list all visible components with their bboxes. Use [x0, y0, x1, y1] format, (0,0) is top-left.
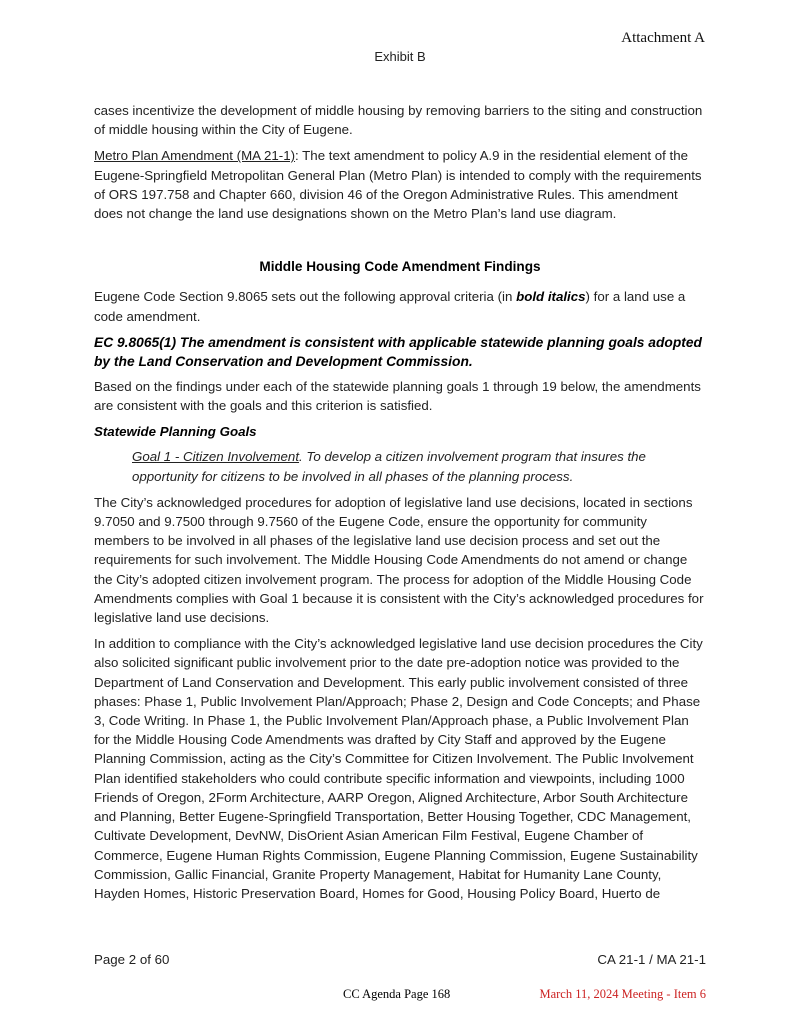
goal-1-title: Goal 1 - Citizen Involvement [132, 449, 300, 465]
agenda-page: CC Agenda Page 168 [343, 987, 451, 1001]
metro-plan-amendment-title: Metro Plan Amendment (MA 21-1) [94, 148, 296, 164]
paragraph-intro: cases incentivize the development of middle housing by removing barriers to the siting and construction of middle housing within the City of Eugene. [94, 103, 703, 138]
criteria-intro-end: ) for a land use a code amendment. [94, 289, 686, 324]
goal-1-quote [132, 447, 706, 485]
attachment-label: Attachment A [621, 30, 705, 46]
criteria-intro-text: Eugene Code Section 9.8065 sets out the following approval criteria (in [94, 289, 517, 305]
document-body [94, 101, 706, 910]
page-number: Page 2 of 60 [94, 952, 170, 967]
paragraph-metro-plan [94, 146, 706, 223]
bold-italics-text: bold italics [516, 289, 586, 305]
goal-1-text: . To develop a citizen involvement program that insures the opportunity for citizens to be involved in all phases of the planning process. [132, 449, 646, 484]
paragraph-criteria-intro [94, 287, 706, 325]
paragraph-public-involvement: In addition to compliance with the City’s acknowledged legislative land use decision procedures the City also solicited significant public involvement prior to the date pre-adoption notice was provided to the Department of Land Conservation and Development. This early public involvement consisted of three phases: Phase 1, Public Involvement Plan/Approach; Phase 2, Design and Code Concepts; and Phase 3, Code Writing. In Phase 1, the Public Involvement Plan/Approach phase, a Public Involvement Plan for the Middle Housing Code Amendments was drafted by City Staff and approved by the Eugene Planning Commission, acting as the City’s Committee for Citizen Involvement. The Public Involvement Plan identified stakeholders who could contribute specific information and viewpoints, including 1000 Friends of Oregon, 2Form Architecture, AARP Oregon, Aligned Architecture, Arbor South Architecture and Planning, Better Eugene-Springfield Transportation, Better Housing Together, CDC Management, Cultivate Development, DevNW, DisOrient Asian American Film Festival, Eugene Chamber of Commerce, Eugene Human Rights Commission, Eugene Planning Commission, Eugene Sustainability Commission, Gallic Financial, Granite Property Management, Habitat for Humanity Lane County, Hayden Homes, Historic Preservation Board, Homes for Good, Housing Policy Board, Huerto de [94, 636, 703, 901]
paragraph-procedures: The City’s acknowledged procedures for adoption of legislative land use decisions, located in sections 9.7050 and 9.7500 through 9.7560 of the Eugene Code, ensure the opportunity for community members to be involved in all phases of the legislative land use decision process and set out the requirements for such involvement. The Middle Housing Code Amendments do not amend or change the City’s adopted citizen involvement program. The process for adoption of the Middle Housing Code Amendments complies with Goal 1 because it is consistent with the City’s acknowledged procedures for legislative land use decisions. [94, 494, 704, 626]
meeting-label: March 11, 2024 Meeting - Item 6 [539, 987, 706, 1001]
section-heading: Middle Housing Code Amendment Findings [259, 259, 541, 275]
paragraph-findings: Based on the findings under each of the statewide planning goals 1 through 19 below, the amendments are consistent with the goals and this criterion is satisfied. [94, 378, 701, 414]
metro-plan-amendment-text: : The text amendment to policy A.9 in the residential element of the Eugene-Springfield Metropolitan General Plan (Metro Plan) is intended to comply with the requirements of ORS 197.758 and Chapter 660, division 46 of the Oregon Administrative Rules. This amendment does not change the land use designations shown on the Metro Plan’s land use diagram. [94, 148, 702, 222]
statewide-goals-subheading: Statewide Planning Goals [94, 424, 257, 440]
case-number: CA 21-1 / MA 21-1 [597, 952, 706, 967]
exhibit-label: Exhibit B [374, 49, 426, 64]
criterion-text: EC 9.8065(1) The amendment is consistent with applicable statewide planning goals adopted by the Land Conservation and Development Commission. [94, 334, 702, 369]
